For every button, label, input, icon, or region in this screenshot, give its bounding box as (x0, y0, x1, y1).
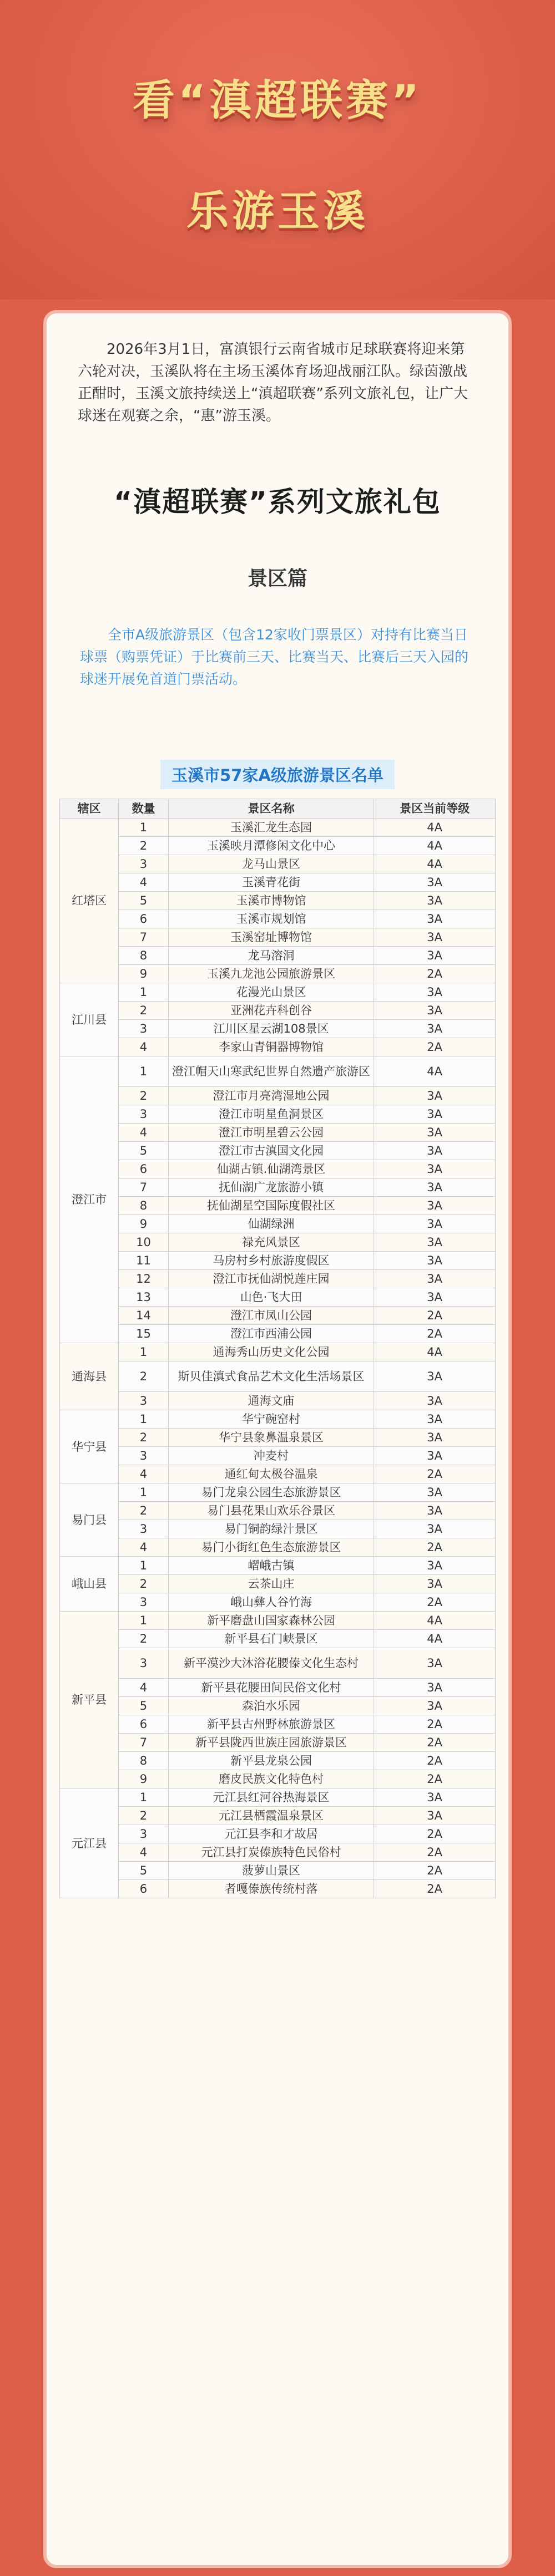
row-number-cell: 2 (119, 1502, 169, 1520)
district-cell: 华宁县 (60, 1410, 119, 1483)
row-number-cell: 5 (119, 892, 169, 910)
table-row (60, 1520, 496, 1538)
table-row (60, 1843, 496, 1862)
grade-cell: 3A (374, 1270, 496, 1288)
grade-cell: 3A (374, 1105, 496, 1124)
scenic-name-cell: 华宁县象鼻温泉景区 (168, 1429, 374, 1447)
table-row (60, 1862, 496, 1880)
row-number-cell: 2 (119, 1630, 169, 1648)
scenic-name-cell: 新平县龙泉公园 (168, 1752, 374, 1770)
grade-cell: 4A (374, 1343, 496, 1361)
table-row (60, 1270, 496, 1288)
grade-cell: 3A (374, 910, 496, 928)
scenic-name-cell: 澄江市月亮湾湿地公园 (168, 1087, 374, 1105)
grade-cell: 3A (374, 1520, 496, 1538)
row-number-cell: 4 (119, 873, 169, 892)
table-row (60, 855, 496, 873)
table-header-row (60, 799, 496, 819)
table-body (60, 819, 496, 1898)
scenic-name-cell: 元江县打炭傣族特色民俗村 (168, 1843, 374, 1862)
row-number-cell: 3 (119, 1020, 169, 1038)
scenic-name-cell: 新平县古州野林旅游景区 (168, 1715, 374, 1734)
scenic-name-cell: 元江县李和才故居 (168, 1825, 374, 1843)
row-number-cell: 8 (119, 947, 169, 965)
row-number-cell: 13 (119, 1288, 169, 1307)
grade-cell: 3A (374, 892, 496, 910)
table-row (60, 910, 496, 928)
table-row (60, 1056, 496, 1087)
grade-cell: 2A (374, 1880, 496, 1898)
scenic-name-cell: 斯贝佳滇式食品艺术文化生活场景区 (168, 1361, 374, 1392)
header-district: 辖区 (60, 799, 119, 819)
grade-cell: 2A (374, 1752, 496, 1770)
table-row (60, 1002, 496, 1020)
table-row (60, 1789, 496, 1807)
grade-cell: 2A (374, 1038, 496, 1056)
grade-cell: 3A (374, 1502, 496, 1520)
row-number-cell: 1 (119, 1612, 169, 1630)
scenic-name-cell: 澄江市抚仙湖悦莲庄园 (168, 1270, 374, 1288)
table-row (60, 1538, 496, 1557)
district-cell: 澄江市 (60, 1056, 119, 1343)
row-number-cell: 8 (119, 1197, 169, 1215)
grade-cell: 3A (374, 873, 496, 892)
scenic-name-cell: 新平磨盘山国家森林公园 (168, 1612, 374, 1630)
district-cell: 通海县 (60, 1343, 119, 1410)
row-number-cell: 2 (119, 1002, 169, 1020)
grade-cell: 3A (374, 1429, 496, 1447)
table-row (60, 1734, 496, 1752)
row-number-cell: 3 (119, 1520, 169, 1538)
row-number-cell: 8 (119, 1752, 169, 1770)
grade-cell: 3A (374, 1447, 496, 1465)
scenic-name-cell: 易门县花果山欢乐谷景区 (168, 1502, 374, 1520)
row-number-cell: 5 (119, 1697, 169, 1715)
district-cell: 峨山县 (60, 1557, 119, 1612)
row-number-cell: 1 (119, 1789, 169, 1807)
district-cell: 新平县 (60, 1612, 119, 1789)
row-number-cell: 4 (119, 1124, 169, 1142)
row-number-cell: 2 (119, 837, 169, 855)
table-row (60, 892, 496, 910)
row-number-cell: 1 (119, 1343, 169, 1361)
grade-cell: 3A (374, 1178, 496, 1197)
table-row (60, 983, 496, 1002)
header-name: 景区名称 (168, 799, 374, 819)
grade-cell: 2A (374, 1538, 496, 1557)
scenic-name-cell: 澄江市明星碧云公园 (168, 1124, 374, 1142)
scenic-name-cell: 者嘎傣族传统村落 (168, 1880, 374, 1898)
pack-title: “滇超联赛”系列文旅礼包 (114, 486, 441, 518)
row-number-cell: 6 (119, 910, 169, 928)
table-row (60, 1575, 496, 1593)
table-row (60, 1087, 496, 1105)
scenic-name-cell: 禄充风景区 (168, 1233, 374, 1252)
grade-cell: 3A (374, 1197, 496, 1215)
row-number-cell: 4 (119, 1538, 169, 1557)
scenic-name-cell: 玉溪九龙池公园旅游景区 (168, 965, 374, 983)
scenic-name-cell: 易门龙泉公园生态旅游景区 (168, 1483, 374, 1502)
grade-cell: 2A (374, 965, 496, 983)
header-grade: 景区当前等级 (374, 799, 496, 819)
scenic-name-cell: 新平县石门峡景区 (168, 1630, 374, 1648)
row-number-cell: 9 (119, 965, 169, 983)
scenic-name-cell: 磨皮民族文化特色村 (168, 1770, 374, 1789)
table-row (60, 1392, 496, 1410)
table-row (60, 1752, 496, 1770)
scenic-name-cell: 新平漠沙大沐浴花腰傣文化生态村 (168, 1648, 374, 1679)
row-number-cell: 9 (119, 1770, 169, 1789)
grade-cell: 4A (374, 819, 496, 837)
table-row (60, 1697, 496, 1715)
scenic-name-cell: 森泊水乐园 (168, 1697, 374, 1715)
scenic-name-cell: 澄江市凤山公园 (168, 1307, 374, 1325)
grade-cell: 3A (374, 1020, 496, 1038)
scenic-name-cell: 山色·飞大田 (168, 1288, 374, 1307)
row-number-cell: 4 (119, 1038, 169, 1056)
scenic-name-cell: 仙湖绿洲 (168, 1215, 374, 1233)
grade-cell: 3A (374, 1575, 496, 1593)
table-row (60, 1020, 496, 1038)
grade-cell: 4A (374, 1056, 496, 1087)
table-row (60, 1142, 496, 1160)
row-number-cell: 6 (119, 1715, 169, 1734)
table-row (60, 1252, 496, 1270)
row-number-cell: 1 (119, 1410, 169, 1429)
row-number-cell: 3 (119, 1648, 169, 1679)
row-number-cell: 2 (119, 1575, 169, 1593)
table-row (60, 1160, 496, 1178)
table-row (60, 837, 496, 855)
table-row (60, 1630, 496, 1648)
scenic-name-cell: 元江县红河谷热海景区 (168, 1789, 374, 1807)
row-number-cell: 4 (119, 1679, 169, 1697)
table-row (60, 1105, 496, 1124)
grade-cell: 2A (374, 1825, 496, 1843)
table-row (60, 1429, 496, 1447)
content-card (47, 313, 508, 2565)
scenic-name-cell: 玉溪汇龙生态园 (168, 819, 374, 837)
row-number-cell: 10 (119, 1233, 169, 1252)
grade-cell: 3A (374, 1215, 496, 1233)
grade-cell: 2A (374, 1465, 496, 1483)
scenic-name-cell: 澄江市西浦公园 (168, 1325, 374, 1343)
row-number-cell: 15 (119, 1325, 169, 1343)
grade-cell: 2A (374, 1770, 496, 1789)
district-cell: 红塔区 (60, 819, 119, 983)
grade-cell: 3A (374, 1252, 496, 1270)
grade-cell: 2A (374, 1593, 496, 1612)
row-number-cell: 6 (119, 1880, 169, 1898)
table-row (60, 819, 496, 837)
table-row (60, 1233, 496, 1252)
grade-cell: 3A (374, 1288, 496, 1307)
scenic-name-cell: 易门小街红色生态旅游景区 (168, 1538, 374, 1557)
row-number-cell: 3 (119, 1593, 169, 1612)
table-row (60, 1502, 496, 1520)
grade-cell: 3A (374, 1002, 496, 1020)
grade-cell: 3A (374, 947, 496, 965)
table-row (60, 1447, 496, 1465)
grade-cell: 3A (374, 1160, 496, 1178)
table-row (60, 1288, 496, 1307)
grade-cell: 3A (374, 1142, 496, 1160)
table-row (60, 1825, 496, 1843)
scenic-name-cell: 抚仙湖星空国际度假社区 (168, 1197, 374, 1215)
grade-cell: 3A (374, 1233, 496, 1252)
hero-title-line2: 乐游玉溪 (186, 186, 369, 236)
scenic-name-cell: 峨山彝人谷竹海 (168, 1593, 374, 1612)
grade-cell: 4A (374, 1612, 496, 1630)
grade-cell: 3A (374, 1679, 496, 1697)
row-number-cell: 4 (119, 1465, 169, 1483)
row-number-cell: 2 (119, 1087, 169, 1105)
row-number-cell: 7 (119, 928, 169, 947)
grade-cell: 2A (374, 1843, 496, 1862)
row-number-cell: 2 (119, 1361, 169, 1392)
intro-paragraph: 2026年3月1日，富滇银行云南省城市足球联赛将迎来第六轮对决，玉溪队将在主场玉溪体育场迎战丽江队。绿茵激战正酣时，玉溪文旅持续送上“滇超联赛”系列文旅礼包，让广大球迷在观赛之余，“惠”游玉溪。 (78, 341, 468, 424)
row-number-cell: 3 (119, 1105, 169, 1124)
grade-cell: 3A (374, 1807, 496, 1825)
table-row (60, 1770, 496, 1789)
grade-cell: 3A (374, 928, 496, 947)
scenic-name-cell: 亚洲花卉科创谷 (168, 1002, 374, 1020)
table-row (60, 1307, 496, 1325)
table-row (60, 1715, 496, 1734)
row-number-cell: 1 (119, 1557, 169, 1575)
scenic-name-cell: 澄江市古滇国文化园 (168, 1142, 374, 1160)
scenic-spot-table (59, 799, 496, 1898)
scenic-name-cell: 马房村乡村旅游度假区 (168, 1252, 374, 1270)
district-cell: 元江县 (60, 1789, 119, 1898)
row-number-cell: 14 (119, 1307, 169, 1325)
scenic-name-cell: 嶍峨古镇 (168, 1557, 374, 1575)
grade-cell: 3A (374, 1697, 496, 1715)
scenic-name-cell: 云茶山庄 (168, 1575, 374, 1593)
table-row (60, 928, 496, 947)
table-row (60, 1880, 496, 1898)
hero-banner (0, 0, 555, 299)
table-row (60, 1410, 496, 1429)
table-row (60, 1178, 496, 1197)
table-row (60, 1465, 496, 1483)
grade-cell: 2A (374, 1325, 496, 1343)
table-row (60, 1215, 496, 1233)
row-number-cell: 3 (119, 1825, 169, 1843)
scenic-name-cell: 通海秀山历史文化公园 (168, 1343, 374, 1361)
scenic-name-cell: 华宁碗窑村 (168, 1410, 374, 1429)
scenic-name-cell: 江川区星云湖108景区 (168, 1020, 374, 1038)
scenic-name-cell: 澄江帽天山寒武纪世界自然遗产旅游区 (168, 1056, 374, 1087)
table-title (47, 760, 508, 789)
row-number-cell: 3 (119, 855, 169, 873)
scenic-name-cell: 菠萝山景区 (168, 1862, 374, 1880)
scenic-name-cell: 花漫光山景区 (168, 983, 374, 1002)
table-row (60, 1038, 496, 1056)
row-number-cell: 5 (119, 1862, 169, 1880)
scenic-name-cell: 龙马溶洞 (168, 947, 374, 965)
row-number-cell: 6 (119, 1160, 169, 1178)
row-number-cell: 4 (119, 1843, 169, 1862)
grade-cell: 3A (374, 1410, 496, 1429)
scenic-name-cell: 仙湖古镇.仙湖湾景区 (168, 1160, 374, 1178)
row-number-cell: 1 (119, 819, 169, 837)
scenic-name-cell: 龙马山景区 (168, 855, 374, 873)
grade-cell: 2A (374, 1862, 496, 1880)
scenic-name-cell: 通海文庙 (168, 1392, 374, 1410)
grade-cell: 3A (374, 1087, 496, 1105)
grade-cell: 3A (374, 1483, 496, 1502)
scenic-name-cell: 新平县陇西世族庄园旅游景区 (168, 1734, 374, 1752)
header-count: 数量 (119, 799, 169, 819)
row-number-cell: 7 (119, 1734, 169, 1752)
row-number-cell: 1 (119, 983, 169, 1002)
scenic-name-cell: 新平县花腰田间民俗文化村 (168, 1679, 374, 1697)
table-row (60, 1124, 496, 1142)
row-number-cell: 2 (119, 1429, 169, 1447)
table-row (60, 1197, 496, 1215)
grade-cell: 4A (374, 855, 496, 873)
row-number-cell: 2 (119, 1807, 169, 1825)
table-row (60, 1325, 496, 1343)
grade-cell: 3A (374, 1361, 496, 1392)
district-cell: 易门县 (60, 1483, 119, 1557)
grade-cell: 2A (374, 1307, 496, 1325)
row-number-cell: 12 (119, 1270, 169, 1288)
table-row (60, 1593, 496, 1612)
district-cell: 江川县 (60, 983, 119, 1056)
table-row (60, 965, 496, 983)
row-number-cell: 1 (119, 1483, 169, 1502)
scenic-name-cell: 玉溪映月潭修闲文化中心 (168, 837, 374, 855)
scenic-name-cell: 元江县栖霞温泉景区 (168, 1807, 374, 1825)
table-row (60, 947, 496, 965)
row-number-cell: 1 (119, 1056, 169, 1087)
table-row (60, 1483, 496, 1502)
table-row (60, 1557, 496, 1575)
scenic-name-cell: 玉溪青花街 (168, 873, 374, 892)
table-row (60, 1612, 496, 1630)
table-row (60, 1343, 496, 1361)
scenic-name-cell: 澄江市明星鱼洞景区 (168, 1105, 374, 1124)
table-row (60, 1648, 496, 1679)
scenic-name-cell: 玉溪市博物馆 (168, 892, 374, 910)
scenic-name-cell: 冲麦村 (168, 1447, 374, 1465)
row-number-cell: 11 (119, 1252, 169, 1270)
scenic-name-cell: 玉溪市规划馆 (168, 910, 374, 928)
grade-cell: 2A (374, 1734, 496, 1752)
scenic-name-cell: 通红甸太极谷温泉 (168, 1465, 374, 1483)
policy-paragraph: 全市A级旅游景区（包含12家收门票景区）对持有比赛当日球票（购票凭证）于比赛前三天、比赛当天、比赛后三天入园的球迷开展免首道门票活动。 (80, 627, 469, 687)
hero-title-line1: 看“滇超联赛” (133, 75, 422, 125)
grade-cell: 2A (374, 1715, 496, 1734)
grade-cell: 4A (374, 837, 496, 855)
section-title: 景区篇 (247, 567, 307, 590)
table-title-label: 玉溪市57家A级旅游景区名单 (160, 760, 395, 789)
grade-cell: 3A (374, 983, 496, 1002)
row-number-cell: 3 (119, 1392, 169, 1410)
row-number-cell: 9 (119, 1215, 169, 1233)
scenic-name-cell: 抚仙湖广龙旅游小镇 (168, 1178, 374, 1197)
grade-cell: 3A (374, 1124, 496, 1142)
scenic-name-cell: 李家山青铜器博物馆 (168, 1038, 374, 1056)
row-number-cell: 7 (119, 1178, 169, 1197)
grade-cell: 3A (374, 1648, 496, 1679)
table-row (60, 1807, 496, 1825)
table-row (60, 1361, 496, 1392)
row-number-cell: 5 (119, 1142, 169, 1160)
row-number-cell: 3 (119, 1447, 169, 1465)
grade-cell: 4A (374, 1630, 496, 1648)
scenic-name-cell: 易门铜韵绿汁景区 (168, 1520, 374, 1538)
grade-cell: 3A (374, 1392, 496, 1410)
grade-cell: 3A (374, 1789, 496, 1807)
scenic-name-cell: 玉溪窑址博物馆 (168, 928, 374, 947)
table-row (60, 873, 496, 892)
table-row (60, 1679, 496, 1697)
grade-cell: 3A (374, 1557, 496, 1575)
